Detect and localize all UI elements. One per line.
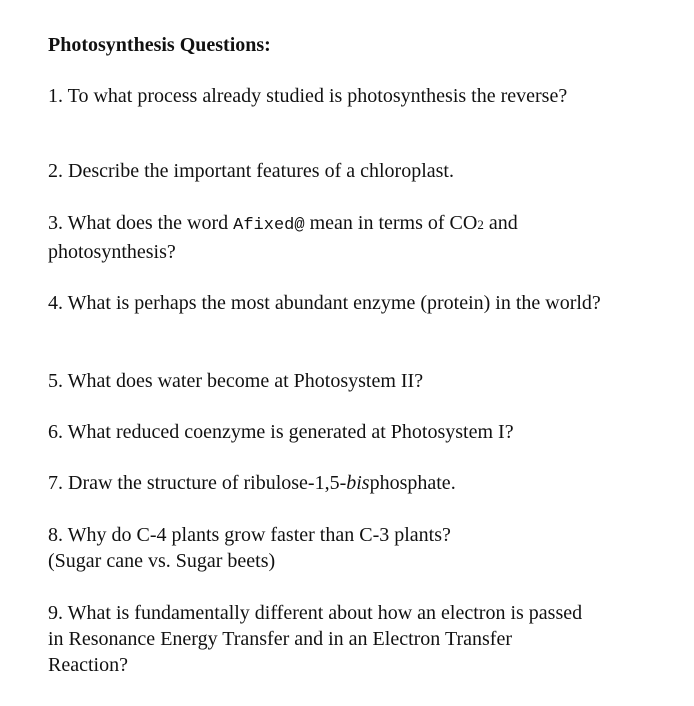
question-1: 1. To what process already studied is photosynthesis the reverse? — [48, 85, 568, 107]
question-7-prefix: 7. Draw the structure of ribulose-1,5- — [48, 472, 347, 494]
question-2: 2. Describe the important features of a chloroplast. — [48, 160, 454, 182]
question-3-middle: mean in terms of CO — [304, 212, 478, 234]
question-7-suffix: phosphate. — [369, 472, 456, 494]
question-3-prefix: 3. What does the word — [48, 212, 234, 234]
question-7-italic: bis — [346, 472, 370, 494]
question-8 — [48, 522, 648, 574]
question-3 — [48, 210, 648, 265]
question-3-suffix: and photosynthesis? — [48, 212, 518, 263]
question-9: 9. What is fundamentally different about how an electron is passed in Resonance Energy Transfer and in an Electron Transfer Reaction? — [48, 602, 583, 676]
question-5: 5. What does water become at Photosystem II? — [48, 370, 424, 392]
document-title: Photosynthesis Questions: — [48, 34, 271, 56]
question-4: 4. What is perhaps the most abundant enzyme (protein) in the world? — [48, 292, 601, 314]
question-3-subscript: 2 — [477, 217, 484, 232]
question-8-line1: 8. Why do C-4 plants grow faster than C-3 plants? — [48, 524, 451, 546]
question-7 — [48, 470, 648, 496]
question-8-line2: (Sugar cane vs. Sugar beets) — [48, 550, 276, 572]
question-3-word: Afixed@ — [233, 216, 305, 235]
question-6: 6. What reduced coenzyme is generated at Photosystem I? — [48, 421, 514, 443]
